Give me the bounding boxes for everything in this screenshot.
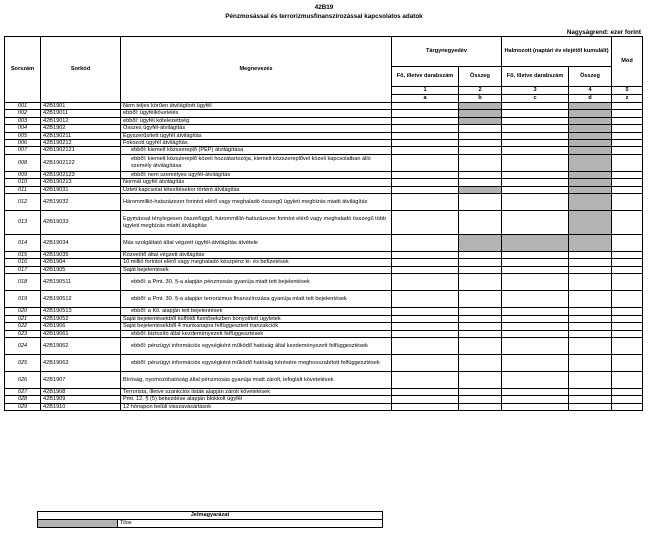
value-cell — [569, 354, 612, 371]
value-cell — [392, 186, 459, 193]
value-cell — [612, 194, 643, 211]
value-cell — [392, 252, 459, 259]
row-label: ebből: ügyfél kötelezettség — [121, 117, 392, 124]
row-number: 022 — [5, 323, 41, 330]
value-cell — [502, 103, 569, 110]
value-cell — [502, 266, 569, 273]
table-row — [5, 308, 643, 315]
header-megnevezes: Megnevezés — [121, 37, 392, 103]
col-number: 2 — [459, 87, 502, 95]
value-cell — [612, 132, 643, 139]
row-label: Saját bejelentésekből 4 munkanapra felfüggesztett tranzakciók — [121, 323, 392, 330]
value-cell — [502, 323, 569, 330]
header-mod: Mód — [612, 37, 643, 87]
value-cell — [569, 266, 612, 273]
row-label: Egyszerűsített ügyfél átvilágítás — [121, 132, 392, 139]
row-label: Közvetítő által végzett átvilágítás — [121, 252, 392, 259]
row-code: 42B19012 — [41, 117, 121, 124]
value-cell — [392, 259, 459, 266]
table-row — [5, 274, 643, 291]
row-number: 025 — [5, 354, 41, 371]
value-cell — [392, 125, 459, 132]
value-cell — [612, 154, 643, 171]
value-cell — [459, 211, 502, 235]
value-cell — [612, 308, 643, 315]
row-label: Terrorista, illetve szankciós listák alapján zárolt követelések — [121, 388, 392, 395]
value-cell — [502, 186, 569, 193]
value-cell — [392, 354, 459, 371]
value-cell — [459, 154, 502, 171]
row-code: 42B19035 — [41, 252, 121, 259]
row-label: Más szolgáltató által végzett ügyfél-átvilágítás átvétele — [121, 235, 392, 252]
value-cell — [612, 330, 643, 337]
table-body — [5, 103, 643, 411]
value-cell — [502, 125, 569, 132]
table-row — [5, 125, 643, 132]
unit-label: Nagyságrend: ezer forint — [566, 29, 641, 36]
row-label: ebből: a Pmt. 30. §-a alapján pénzmosás gyanúja miatt tett bejelentések — [121, 274, 392, 291]
value-cell — [569, 140, 612, 147]
value-cell — [612, 323, 643, 330]
value-cell — [502, 171, 569, 178]
value-cell — [502, 330, 569, 337]
row-number: 028 — [5, 396, 41, 403]
row-label: ebből: nem személyes ügyfél-átvilágítás — [121, 171, 392, 178]
header-fo-cum: Fő, illetve darabszám — [502, 67, 569, 87]
value-cell — [392, 396, 459, 403]
row-number: 006 — [5, 140, 41, 147]
value-cell — [392, 291, 459, 308]
row-code: 42B1902121 — [41, 147, 121, 154]
value-cell — [392, 132, 459, 139]
value-cell — [392, 103, 459, 110]
value-cell — [459, 132, 502, 139]
value-cell — [612, 117, 643, 124]
table-row — [5, 323, 643, 330]
row-number: 024 — [5, 337, 41, 354]
row-label: 12 hónapon belüli visszavásárlások — [121, 403, 392, 410]
value-cell — [569, 186, 612, 193]
table-row — [5, 140, 643, 147]
value-cell — [612, 179, 643, 186]
table-row — [5, 371, 643, 388]
row-number: 005 — [5, 132, 41, 139]
header-osszeg-q: Összeg — [459, 67, 502, 87]
row-code: 42B19063 — [41, 354, 121, 371]
value-cell — [612, 103, 643, 110]
value-cell — [569, 171, 612, 178]
value-cell — [612, 291, 643, 308]
value-cell — [459, 354, 502, 371]
row-label: Fokozott ügyfél átvilágítás — [121, 140, 392, 147]
value-cell — [502, 396, 569, 403]
value-cell — [502, 132, 569, 139]
row-label: ebből: kiemelt közszereplő (PEP) átvilágítása — [121, 147, 392, 154]
value-cell — [612, 354, 643, 371]
row-number: 014 — [5, 235, 41, 252]
value-cell — [459, 308, 502, 315]
header-targynegyedev: Tárgynegyedév — [392, 37, 502, 67]
value-cell — [459, 179, 502, 186]
row-number: 013 — [5, 211, 41, 235]
table-row — [5, 179, 643, 186]
value-cell — [569, 117, 612, 124]
table-row — [5, 403, 643, 410]
value-cell — [459, 194, 502, 211]
value-cell — [392, 337, 459, 354]
value-cell — [392, 147, 459, 154]
value-cell — [459, 125, 502, 132]
value-cell — [459, 110, 502, 117]
value-cell — [502, 337, 569, 354]
row-number: 015 — [5, 252, 41, 259]
row-code: 42B1902 — [41, 125, 121, 132]
row-label: Üzleti kapcsolat létesítésekor történt átvilágítás — [121, 186, 392, 193]
value-cell — [612, 396, 643, 403]
row-code: 42B1908 — [41, 388, 121, 395]
value-cell — [502, 388, 569, 395]
value-cell — [392, 403, 459, 410]
header-fo-q: Fő, illetve darabszám — [392, 67, 459, 87]
row-label: Saját bejelentésekből külföldi fizetősekzben bonyolított ügyletek — [121, 315, 392, 322]
value-cell — [459, 186, 502, 193]
value-cell — [392, 154, 459, 171]
value-cell — [502, 117, 569, 124]
value-cell — [502, 403, 569, 410]
row-label: Egymással ténylegesen összefüggő, hárommillió-hatszázezer forintot elérő vagy meghaladó összegű több ügyleti megbízás miatti átvilágítás — [121, 211, 392, 235]
row-number: 010 — [5, 179, 41, 186]
value-cell — [612, 259, 643, 266]
table-row — [5, 171, 643, 178]
legend-title: Jelmagyarázat — [38, 512, 383, 520]
value-cell — [502, 315, 569, 322]
row-code: 42B190513 — [41, 308, 121, 315]
value-cell — [569, 211, 612, 235]
row-number: 001 — [5, 103, 41, 110]
table-row — [5, 396, 643, 403]
value-cell — [392, 266, 459, 273]
value-cell — [459, 235, 502, 252]
table-row — [5, 235, 643, 252]
row-label: ebből: a Pmt. 30. §-a alapján terrorizmus finanszírozása gyanúja miatt tett bejelentések — [121, 291, 392, 308]
row-label: ebből: kiemelt közszereplő közeli hozzátartozója, kiemelt közszereplővel közeli kapcsolatban álló személy átvilágítása — [121, 154, 392, 171]
value-cell — [612, 315, 643, 322]
row-code: 42B1906 — [41, 323, 121, 330]
table-row — [5, 291, 643, 308]
value-cell — [612, 266, 643, 273]
row-number: 003 — [5, 117, 41, 124]
table-row — [5, 154, 643, 171]
value-cell — [569, 235, 612, 252]
value-cell — [569, 154, 612, 171]
value-cell — [459, 403, 502, 410]
row-code: 42B1905 — [41, 266, 121, 273]
table-row — [5, 354, 643, 371]
value-cell — [502, 194, 569, 211]
col-letter: b — [459, 95, 502, 103]
value-cell — [392, 308, 459, 315]
row-code: 42B1902123 — [41, 171, 121, 178]
value-cell — [569, 323, 612, 330]
value-cell — [502, 371, 569, 388]
value-cell — [502, 291, 569, 308]
row-number: 007 — [5, 147, 41, 154]
value-cell — [612, 171, 643, 178]
value-cell — [612, 371, 643, 388]
value-cell — [502, 354, 569, 371]
value-cell — [569, 330, 612, 337]
value-cell — [392, 171, 459, 178]
row-number: 012 — [5, 194, 41, 211]
col-number: 3 — [502, 87, 569, 95]
row-number: 002 — [5, 110, 41, 117]
row-code: 42B19034 — [41, 235, 121, 252]
row-code: 42B190211 — [41, 132, 121, 139]
value-cell — [392, 211, 459, 235]
value-cell — [459, 266, 502, 273]
value-cell — [459, 323, 502, 330]
value-cell — [459, 388, 502, 395]
value-cell — [569, 388, 612, 395]
legend-swatch — [38, 520, 118, 528]
row-code: 42B190212 — [41, 140, 121, 147]
value-cell — [392, 117, 459, 124]
table-row — [5, 132, 643, 139]
row-label: Pmt. 12. § (5) bekezdése alapján blokkolt ügyfél — [121, 396, 392, 403]
header-osszeg-cum: Összeg — [569, 67, 612, 87]
row-code: 42B1907 — [41, 371, 121, 388]
value-cell — [569, 337, 612, 354]
row-label: Összes ügyfél-átvilágítás — [121, 125, 392, 132]
row-label: ebből: pénzügyi információs egységként működő hatóság kérésére meghosszabított felfüggesztések — [121, 354, 392, 371]
row-number: 008 — [5, 154, 41, 171]
row-code: 42B1901 — [41, 103, 121, 110]
value-cell — [569, 274, 612, 291]
header-sorszam: Sorszám — [5, 37, 41, 103]
value-cell — [392, 110, 459, 117]
value-cell — [569, 125, 612, 132]
row-code: 42B190511 — [41, 274, 121, 291]
row-label: 10 millió forintot elérő vagy meghaladó készpénz ki- és befizetések — [121, 259, 392, 266]
value-cell — [612, 252, 643, 259]
row-code: 42B19033 — [41, 211, 121, 235]
row-code: 42B190213 — [41, 179, 121, 186]
value-cell — [459, 291, 502, 308]
value-cell — [569, 403, 612, 410]
value-cell — [612, 337, 643, 354]
row-number: 004 — [5, 125, 41, 132]
value-cell — [502, 235, 569, 252]
table-row — [5, 259, 643, 266]
col-number: 1 — [392, 87, 459, 95]
value-cell — [459, 117, 502, 124]
value-cell — [392, 235, 459, 252]
row-code: 42B19011 — [41, 110, 121, 117]
value-cell — [392, 140, 459, 147]
table-row — [5, 194, 643, 211]
row-code: 42B1902122 — [41, 154, 121, 171]
value-cell — [459, 274, 502, 291]
report-code: 42B19 — [314, 4, 334, 11]
row-label: ebből: pénzügyi információs egységként működő hatóság által kezdeményezett felfüggesztések — [121, 337, 392, 354]
row-number: 020 — [5, 308, 41, 315]
table-row — [5, 330, 643, 337]
row-code: 42B1909 — [41, 396, 121, 403]
col-number: 4 — [569, 87, 612, 95]
value-cell — [612, 235, 643, 252]
value-cell — [459, 315, 502, 322]
table-row — [5, 110, 643, 117]
value-cell — [459, 147, 502, 154]
value-cell — [502, 274, 569, 291]
col-letter: z — [612, 95, 643, 103]
value-cell — [459, 103, 502, 110]
row-code: 42B19031 — [41, 186, 121, 193]
col-letter: c — [502, 95, 569, 103]
value-cell — [612, 110, 643, 117]
value-cell — [502, 308, 569, 315]
header-sorkod: Sorkód — [41, 37, 121, 103]
table-row — [5, 147, 643, 154]
legend-label: Tilos — [118, 520, 383, 528]
value-cell — [612, 125, 643, 132]
table-row — [5, 388, 643, 395]
header-halmozott: Halmozott (naptári év elejétől kumulált) — [502, 37, 612, 67]
col-letter: a — [392, 95, 459, 103]
value-cell — [459, 371, 502, 388]
value-cell — [502, 140, 569, 147]
value-cell — [459, 140, 502, 147]
row-number: 019 — [5, 291, 41, 308]
col-letter: d — [569, 95, 612, 103]
table-row — [5, 315, 643, 322]
value-cell — [459, 330, 502, 337]
value-cell — [459, 252, 502, 259]
value-cell — [612, 140, 643, 147]
row-code: 42B1910 — [41, 403, 121, 410]
row-label: ebből: a Kit. alapján tett bejelentések — [121, 308, 392, 315]
value-cell — [392, 371, 459, 388]
value-cell — [569, 103, 612, 110]
value-cell — [502, 154, 569, 171]
row-label: Saját bejelentések — [121, 266, 392, 273]
table-row — [5, 266, 643, 273]
value-cell — [392, 179, 459, 186]
row-label: Normál ügyfél átvilágítás — [121, 179, 392, 186]
value-cell — [459, 171, 502, 178]
row-number: 018 — [5, 274, 41, 291]
row-number: 027 — [5, 388, 41, 395]
value-cell — [459, 396, 502, 403]
value-cell — [569, 259, 612, 266]
row-number: 023 — [5, 330, 41, 337]
value-cell — [392, 323, 459, 330]
value-cell — [569, 132, 612, 139]
row-number: 017 — [5, 266, 41, 273]
value-cell — [569, 308, 612, 315]
value-cell — [612, 388, 643, 395]
row-code: 42B19062 — [41, 337, 121, 354]
row-code: 42B19052 — [41, 315, 121, 322]
value-cell — [392, 388, 459, 395]
row-number: 011 — [5, 186, 41, 193]
value-cell — [612, 211, 643, 235]
legend — [37, 511, 383, 528]
value-cell — [502, 147, 569, 154]
value-cell — [569, 194, 612, 211]
value-cell — [459, 337, 502, 354]
value-cell — [459, 259, 502, 266]
value-cell — [569, 252, 612, 259]
row-number: 026 — [5, 371, 41, 388]
col-number: 5 — [612, 87, 643, 95]
value-cell — [612, 403, 643, 410]
value-cell — [392, 330, 459, 337]
table-row — [5, 252, 643, 259]
value-cell — [392, 315, 459, 322]
row-label: ebből: biztosító által kezdeményezett felfüggesztések — [121, 330, 392, 337]
row-label: Hárommillió-hatszázezer forintot elérő vagy meghaladó összegű ügyleti megbízás miatti átvilágítás — [121, 194, 392, 211]
value-cell — [612, 274, 643, 291]
row-code: 42B19032 — [41, 194, 121, 211]
table-row — [5, 337, 643, 354]
value-cell — [569, 371, 612, 388]
value-cell — [502, 211, 569, 235]
table-row — [5, 211, 643, 235]
row-code: 42B190512 — [41, 291, 121, 308]
row-number: 021 — [5, 315, 41, 322]
row-number: 016 — [5, 259, 41, 266]
value-cell — [392, 194, 459, 211]
value-cell — [502, 110, 569, 117]
value-cell — [569, 291, 612, 308]
row-code: 42B1904 — [41, 259, 121, 266]
table-row — [5, 103, 643, 110]
value-cell — [569, 147, 612, 154]
row-label: ebből: ügyfélkövetelés — [121, 110, 392, 117]
table-row — [5, 186, 643, 193]
table-row — [5, 117, 643, 124]
value-cell — [502, 252, 569, 259]
value-cell — [502, 179, 569, 186]
value-cell — [569, 110, 612, 117]
data-table — [4, 36, 643, 411]
value-cell — [392, 274, 459, 291]
value-cell — [569, 396, 612, 403]
value-cell — [612, 186, 643, 193]
row-number: 029 — [5, 403, 41, 410]
report-title: Pénzmosással és terrorizmusfinanszírozással kapcsolatos adatok — [225, 13, 423, 20]
row-number: 009 — [5, 171, 41, 178]
row-label: Nem teljes körűen átvilágított ügyfél — [121, 103, 392, 110]
row-label: Bíróság, nyomozóhatóság által pénzmosás gyanúja miatt zárolt, lefoglalt követelések — [121, 371, 392, 388]
value-cell — [569, 315, 612, 322]
value-cell — [502, 259, 569, 266]
value-cell — [569, 179, 612, 186]
value-cell — [612, 147, 643, 154]
row-code: 42B19061 — [41, 330, 121, 337]
